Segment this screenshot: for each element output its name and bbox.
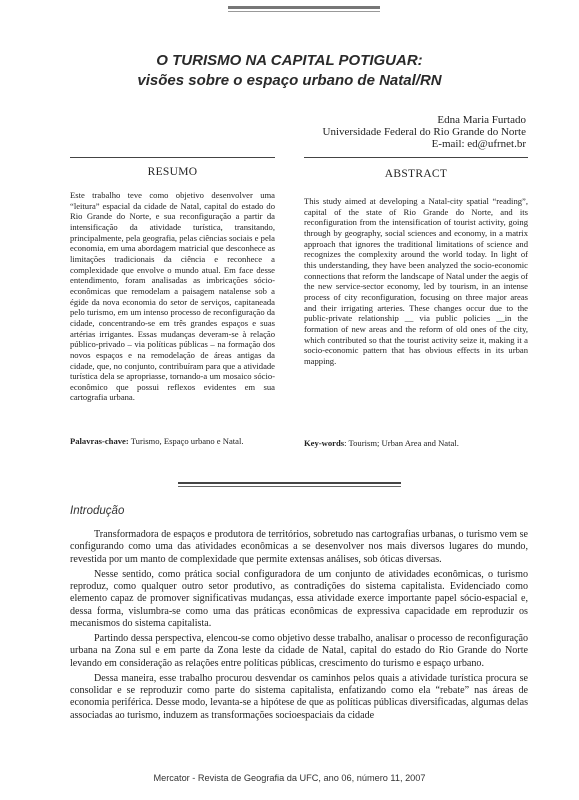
header-rule (228, 6, 380, 9)
intro-body (70, 529, 528, 725)
article-title: O TURISMO NA CAPITAL POTIGUAR: (156, 52, 423, 69)
article-subtitle: visões sobre o espaço urbano de Natal/RN (137, 72, 442, 89)
section-divider (178, 482, 401, 484)
resumo-keywords (70, 436, 244, 446)
abstract-heading: ABSTRACT (384, 168, 448, 180)
header-rule-thin (228, 11, 380, 12)
keywords-label: Palavras-chave: (70, 436, 129, 446)
keywords-value: : Tourism; Urban Area and Natal. (344, 438, 459, 448)
author-affiliation: Universidade Federal do Rio Grande do Norte (322, 126, 526, 138)
intro-paragraph-1: Transformadora de espaços e produtora de territórios, sobretudo nas cartografias urbanas, o turismo vem se configurando como uma das atividades econômicas a se desenvolver nos mais diversos lugares do mundo, revestida por um manto de complexidade que permite extensas análises, sob óticas diversas. (70, 529, 528, 565)
abstract-keywords (304, 438, 459, 448)
intro-heading: Introdução (70, 505, 125, 517)
resumo-heading: RESUMO (147, 166, 198, 178)
intro-paragraph-2: Nesse sentido, como prática social configuradora de um conjunto de atividades econômicas, o turismo reproduz, como qualquer outro setor produtivo, as contradições do sistema capitalista. Evidenciado como elemento capaz de promover significativas mudanças, essa atividade exerce importante papel sócio-espacial e, dessa forma, vislumbra-se como uma das práticas econômicas de expressiva capacidade em reproduzir os mecanismos do sistema capitalista. (70, 568, 528, 629)
section-divider-thin (178, 486, 401, 487)
abstract-divider (304, 157, 528, 158)
page-footer: Mercator - Revista de Geografia da UFC, ano 06, número 11, 2007 (153, 773, 426, 783)
keywords-label: Key-words (304, 438, 345, 448)
intro-paragraph-3: Partindo dessa perspectiva, elencou-se como objetivo desse trabalho, analisar o processo de reconfiguração urbana na Zona sul e em parte da Zona leste da cidade de Natal, capital do estado do Rio Grande do Norte levando em consideração as relações entre políticas públicas, crescimento do turismo e espaço urbano. (70, 632, 528, 669)
author-email: E-mail: ed@ufrnet.br (431, 138, 526, 150)
resumo-text: Este trabalho teve como objetivo desenvolver uma “leitura” espacial da cidade de Natal, capital do estado do Rio Grande do Norte, e sua reconfiguração a partir da intensificação da atividade turística, transitando, principalmente, pela geografia, pelas ciências sociais e pela economia, em uma abordagem matricial que desconhece as limitações tradicionais da ciência e reconhece a complexidade que envolve o mundo atual. Em face desse entendimento, foram analisadas as imbricações sócio-econômicas que remodelam a paisagem natalense sob a égide da nova economia do setor de serviços, capitaneada pelo turismo, em um intenso processo de reconfiguração da cidade, concentrando-se em três grandes espaços e suas artérias irrigantes. Essas mudanças deveram-se à relação público-privado – via políticas públicas – na formação dos novos espaços e na remodelação de áreas antigas da cidade, que, no conjunto, contribuíram para que a atividade turística dela se apropriasse, tornando-a um mosaico sócio-econômico que possui reflexos evidentes em sua cartografia urbana. (70, 190, 275, 403)
abstract-text: This study aimed at developing a Natal-city spatial “reading”, capital of the state of Rio Grande do Norte, and its reconfiguration from the intensification of tourist activity, going through by geography, social sciences and economy, in a matrix approach that ignores the traditional limitations of science and recognizes the complexity around the world today. In light of this understanding, they have been analyzed the socio-economic connections that reform the landscape of Natal under the aegis of the new service-sector economy, led by tourism, in an intense process of city reconfiguration, focusing on three major areas and their irrigating arteries. These changes occur due to the public-private relationship __ via public policies __in the formation of new areas and the reform of old ones of the city, which contributed so that the tourist activity seize it, making it a socio-economic pattern that has obvious effects in its urban mapping. (304, 196, 528, 366)
resumo-divider (70, 157, 275, 158)
author-name: Edna Maria Furtado (437, 114, 526, 126)
keywords-value: Turismo, Espaço urbano e Natal. (128, 436, 244, 446)
intro-paragraph-4: Dessa maneira, esse trabalho procurou desvendar os caminhos pelos quais a atividade turística procura se consolidar e se reproduzir como parte do sistema capitalista, enfatizando como ela “rebate” nas áreas de economia periférica. Desse modo, levanta-se a hipótese de que as políticas públicas diversificadas, algumas delas associadas ao turismo, induzem as transformações socioespaciais da cidade (70, 672, 528, 721)
